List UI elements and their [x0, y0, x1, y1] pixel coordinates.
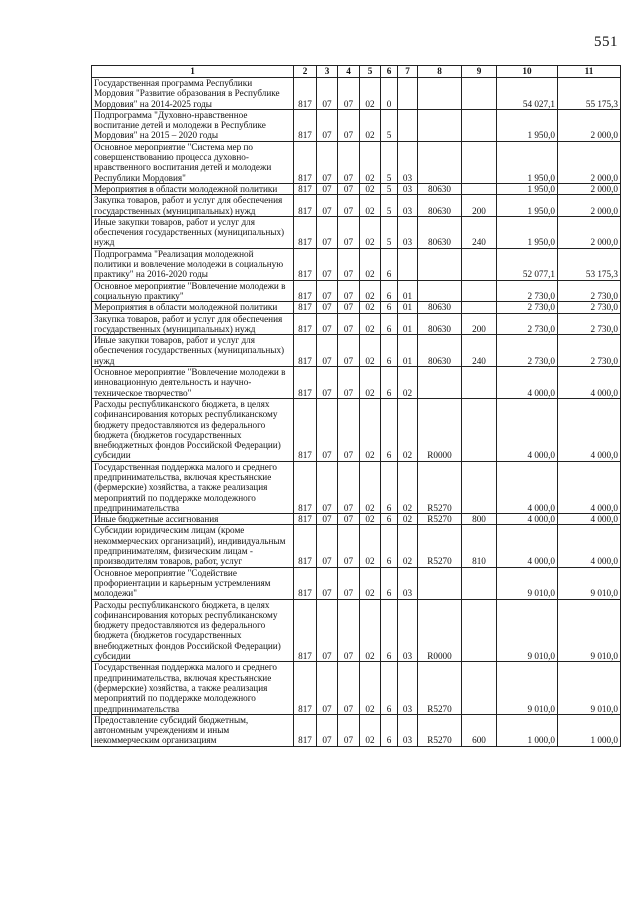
cell-ministry: 817	[294, 78, 317, 110]
cell-main-event: 03	[398, 141, 418, 183]
col-header: 11	[558, 66, 621, 78]
cell-amount-year1: 1 950,0	[497, 183, 558, 194]
cell-ministry: 817	[294, 461, 317, 513]
cell-direction: R5270	[418, 714, 462, 746]
row-name: Мероприятия в области молодежной политики	[92, 302, 294, 313]
cell-amount-year2: 4 000,0	[558, 514, 621, 525]
cell-ministry: 817	[294, 335, 317, 367]
cell-main-event: 01	[398, 335, 418, 367]
cell-program: 02	[360, 525, 381, 567]
cell-subprogram: 5	[381, 183, 398, 194]
cell-amount-year1: 4 000,0	[497, 525, 558, 567]
cell-amount-year2: 53 175,3	[558, 248, 621, 280]
cell-subprogram: 5	[381, 109, 398, 141]
cell-subsection: 07	[338, 714, 360, 746]
cell-amount-year1: 4 000,0	[497, 514, 558, 525]
cell-subprogram: 6	[381, 525, 398, 567]
cell-amount-year2: 2 730,0	[558, 335, 621, 367]
cell-amount-year2: 2 000,0	[558, 141, 621, 183]
cell-subsection: 07	[338, 78, 360, 110]
cell-section: 07	[317, 461, 338, 513]
cell-amount-year1: 2 730,0	[497, 335, 558, 367]
cell-ministry: 817	[294, 141, 317, 183]
cell-amount-year1: 2 730,0	[497, 280, 558, 302]
cell-main-event: 03	[398, 714, 418, 746]
cell-direction	[418, 280, 462, 302]
cell-ministry: 817	[294, 525, 317, 567]
col-header: 4	[338, 66, 360, 78]
cell-direction	[418, 567, 462, 599]
cell-direction	[418, 78, 462, 110]
cell-subsection: 07	[338, 514, 360, 525]
cell-ministry: 817	[294, 302, 317, 313]
row-name: Подпрограмма "Духовно-нравственное воспитание детей и молодежи в Республике Мордовия" на 2015 – 2020 годы	[92, 109, 294, 141]
table-row	[92, 280, 621, 302]
cell-main-event: 01	[398, 302, 418, 313]
cell-expense-type: 240	[462, 216, 497, 248]
cell-program: 02	[360, 714, 381, 746]
cell-amount-year2: 1 000,0	[558, 714, 621, 746]
cell-expense-type	[462, 398, 497, 461]
cell-main-event: 03	[398, 183, 418, 194]
cell-section: 07	[317, 248, 338, 280]
cell-amount-year1: 1 000,0	[497, 714, 558, 746]
row-name: Расходы республиканского бюджета, в целях софинансирования которых республиканскому бюджету предоставляются из федерального бюджета (бюджетов государственных внебюджетных фондов Российской Федерации) субсидии	[92, 599, 294, 662]
cell-program: 02	[360, 280, 381, 302]
cell-amount-year1: 2 730,0	[497, 313, 558, 335]
budget-table	[91, 65, 621, 747]
col-header: 6	[381, 66, 398, 78]
cell-amount-year1: 54 027,1	[497, 78, 558, 110]
row-name: Основное мероприятие "Содействие профориентации и карьерным устремлениям молодежи"	[92, 567, 294, 599]
cell-subprogram: 6	[381, 280, 398, 302]
col-header: 3	[317, 66, 338, 78]
cell-expense-type	[462, 567, 497, 599]
cell-subsection: 07	[338, 280, 360, 302]
row-name: Предоставление субсидий бюджетным, автономным учреждениям и иным некоммерческим организациям	[92, 714, 294, 746]
header-row	[92, 66, 621, 78]
cell-amount-year1: 1 950,0	[497, 216, 558, 248]
cell-amount-year2: 4 000,0	[558, 525, 621, 567]
cell-amount-year1: 4 000,0	[497, 367, 558, 399]
table-row	[92, 714, 621, 746]
col-header: 7	[398, 66, 418, 78]
cell-program: 02	[360, 195, 381, 217]
cell-direction: R5270	[418, 461, 462, 513]
cell-main-event: 02	[398, 398, 418, 461]
cell-section: 07	[317, 195, 338, 217]
table-row	[92, 567, 621, 599]
cell-amount-year1: 1 950,0	[497, 141, 558, 183]
row-name: Государственная поддержка малого и среднего предпринимательства, включая крестьянские (фермерские) хозяйства, а также реализация мероприятий по поддержке молодежного предпринимательства	[92, 662, 294, 714]
cell-main-event: 02	[398, 525, 418, 567]
page-number: 551	[594, 34, 618, 50]
cell-section: 07	[317, 398, 338, 461]
cell-ministry: 817	[294, 714, 317, 746]
cell-ministry: 817	[294, 183, 317, 194]
cell-section: 07	[317, 662, 338, 714]
cell-amount-year2: 2 730,0	[558, 313, 621, 335]
cell-direction: 80630	[418, 195, 462, 217]
cell-subprogram: 6	[381, 248, 398, 280]
cell-ministry: 817	[294, 280, 317, 302]
cell-program: 02	[360, 461, 381, 513]
cell-subsection: 07	[338, 313, 360, 335]
cell-main-event: 02	[398, 367, 418, 399]
cell-direction: R0000	[418, 398, 462, 461]
cell-program: 02	[360, 109, 381, 141]
cell-section: 07	[317, 599, 338, 662]
cell-subprogram: 6	[381, 398, 398, 461]
cell-expense-type: 600	[462, 714, 497, 746]
cell-expense-type: 200	[462, 313, 497, 335]
cell-program: 02	[360, 335, 381, 367]
col-header: 1	[92, 66, 294, 78]
cell-subsection: 07	[338, 183, 360, 194]
table-row	[92, 141, 621, 183]
cell-ministry: 817	[294, 567, 317, 599]
cell-section: 07	[317, 280, 338, 302]
cell-program: 02	[360, 141, 381, 183]
row-name: Государственная программа Республики Мордовия "Развитие образования в Республике Мордовия" на 2014-2025 годы	[92, 78, 294, 110]
table-row	[92, 525, 621, 567]
cell-main-event: 03	[398, 599, 418, 662]
cell-main-event: 01	[398, 313, 418, 335]
cell-subsection: 07	[338, 662, 360, 714]
cell-expense-type	[462, 599, 497, 662]
cell-amount-year2: 4 000,0	[558, 367, 621, 399]
col-header: 5	[360, 66, 381, 78]
col-header: 2	[294, 66, 317, 78]
cell-main-event: 02	[398, 514, 418, 525]
cell-subsection: 07	[338, 567, 360, 599]
cell-subsection: 07	[338, 335, 360, 367]
cell-subsection: 07	[338, 398, 360, 461]
cell-direction: 80630	[418, 313, 462, 335]
cell-subprogram: 6	[381, 599, 398, 662]
table-row	[92, 216, 621, 248]
cell-amount-year1: 9 010,0	[497, 662, 558, 714]
table-row	[92, 367, 621, 399]
table-row	[92, 662, 621, 714]
cell-subsection: 07	[338, 216, 360, 248]
cell-subprogram: 6	[381, 567, 398, 599]
cell-section: 07	[317, 313, 338, 335]
cell-main-event	[398, 109, 418, 141]
cell-amount-year2: 2 000,0	[558, 216, 621, 248]
cell-section: 07	[317, 141, 338, 183]
cell-ministry: 817	[294, 216, 317, 248]
cell-subprogram: 6	[381, 514, 398, 525]
cell-direction: 80630	[418, 216, 462, 248]
cell-amount-year2: 4 000,0	[558, 398, 621, 461]
cell-section: 07	[317, 335, 338, 367]
row-name: Подпрограмма "Реализация молодежной политики и вовлечение молодежи в социальную практику" на 2016-2020 годы	[92, 248, 294, 280]
cell-section: 07	[317, 525, 338, 567]
cell-subprogram: 0	[381, 78, 398, 110]
cell-amount-year1: 4 000,0	[497, 398, 558, 461]
cell-section: 07	[317, 78, 338, 110]
cell-expense-type	[462, 78, 497, 110]
cell-amount-year2: 9 010,0	[558, 662, 621, 714]
cell-expense-type: 810	[462, 525, 497, 567]
cell-program: 02	[360, 398, 381, 461]
cell-section: 07	[317, 367, 338, 399]
cell-amount-year2: 2 730,0	[558, 302, 621, 313]
table-row	[92, 195, 621, 217]
cell-direction: R5270	[418, 514, 462, 525]
cell-amount-year2: 2 000,0	[558, 195, 621, 217]
cell-amount-year2: 2 000,0	[558, 109, 621, 141]
cell-amount-year1: 1 950,0	[497, 109, 558, 141]
row-name: Иные бюджетные ассигнования	[92, 514, 294, 525]
cell-expense-type	[462, 367, 497, 399]
row-name: Субсидии юридическим лицам (кроме некоммерческих организаций), индивидуальным предпринимателям, физическим лицам - производителям товаров, работ, услуг	[92, 525, 294, 567]
cell-ministry: 817	[294, 248, 317, 280]
row-name: Основное мероприятие "Вовлечение молодежи в инновационную деятельность и научно-техническое творчество"	[92, 367, 294, 399]
row-name: Закупка товаров, работ и услуг для обеспечения государственных (муниципальных) нужд	[92, 195, 294, 217]
cell-main-event: 03	[398, 195, 418, 217]
cell-subprogram: 6	[381, 714, 398, 746]
cell-subprogram: 6	[381, 461, 398, 513]
table-row	[92, 514, 621, 525]
cell-subsection: 07	[338, 461, 360, 513]
table-row	[92, 313, 621, 335]
cell-ministry: 817	[294, 109, 317, 141]
cell-expense-type	[462, 109, 497, 141]
cell-amount-year1: 52 077,1	[497, 248, 558, 280]
cell-subprogram: 5	[381, 195, 398, 217]
cell-amount-year1: 9 010,0	[497, 567, 558, 599]
cell-amount-year2: 4 000,0	[558, 461, 621, 513]
cell-expense-type	[462, 662, 497, 714]
cell-amount-year1: 1 950,0	[497, 195, 558, 217]
cell-expense-type	[462, 280, 497, 302]
table-row	[92, 183, 621, 194]
cell-expense-type	[462, 461, 497, 513]
cell-expense-type	[462, 302, 497, 313]
cell-main-event: 01	[398, 280, 418, 302]
cell-direction: 80630	[418, 335, 462, 367]
row-name: Государственная поддержка малого и среднего предпринимательства, включая крестьянские (фермерские) хозяйства, а также реализация мероприятий по поддержке молодежного предпринимательства	[92, 461, 294, 513]
cell-program: 02	[360, 313, 381, 335]
col-header: 10	[497, 66, 558, 78]
cell-section: 07	[317, 567, 338, 599]
cell-amount-year1: 2 730,0	[497, 302, 558, 313]
cell-subsection: 07	[338, 109, 360, 141]
row-name: Расходы республиканского бюджета, в целях софинансирования которых республиканскому бюджету предоставляются из федерального бюджета (бюджетов государственных внебюджетных фондов Российской Федерации) субсидии	[92, 398, 294, 461]
cell-subprogram: 5	[381, 141, 398, 183]
table-row	[92, 78, 621, 110]
col-header: 9	[462, 66, 497, 78]
row-name: Иные закупки товаров, работ и услуг для обеспечения государственных (муниципальных) нужд	[92, 216, 294, 248]
cell-program: 02	[360, 599, 381, 662]
cell-section: 07	[317, 514, 338, 525]
cell-subsection: 07	[338, 248, 360, 280]
cell-ministry: 817	[294, 313, 317, 335]
cell-main-event	[398, 78, 418, 110]
cell-program: 02	[360, 514, 381, 525]
cell-subsection: 07	[338, 367, 360, 399]
table-row	[92, 398, 621, 461]
cell-subsection: 07	[338, 302, 360, 313]
cell-expense-type: 240	[462, 335, 497, 367]
table-body	[92, 78, 621, 747]
cell-direction	[418, 109, 462, 141]
cell-program: 02	[360, 216, 381, 248]
cell-amount-year1: 4 000,0	[497, 461, 558, 513]
cell-program: 02	[360, 78, 381, 110]
table-row	[92, 248, 621, 280]
cell-direction	[418, 141, 462, 183]
cell-program: 02	[360, 367, 381, 399]
cell-main-event: 03	[398, 216, 418, 248]
cell-section: 07	[317, 714, 338, 746]
cell-main-event: 03	[398, 567, 418, 599]
row-name: Основное мероприятие "Вовлечение молодежи в социальную практику"	[92, 280, 294, 302]
cell-direction	[418, 248, 462, 280]
cell-ministry: 817	[294, 398, 317, 461]
cell-section: 07	[317, 109, 338, 141]
table-row	[92, 461, 621, 513]
cell-direction: 80630	[418, 302, 462, 313]
cell-subsection: 07	[338, 141, 360, 183]
cell-ministry: 817	[294, 599, 317, 662]
cell-main-event	[398, 248, 418, 280]
cell-main-event: 03	[398, 662, 418, 714]
cell-subprogram: 6	[381, 367, 398, 399]
col-header: 8	[418, 66, 462, 78]
cell-ministry: 817	[294, 514, 317, 525]
cell-program: 02	[360, 183, 381, 194]
cell-subsection: 07	[338, 195, 360, 217]
cell-subprogram: 6	[381, 302, 398, 313]
cell-amount-year1: 9 010,0	[497, 599, 558, 662]
cell-ministry: 817	[294, 662, 317, 714]
cell-section: 07	[317, 183, 338, 194]
cell-amount-year2: 9 010,0	[558, 567, 621, 599]
cell-amount-year2: 2 000,0	[558, 183, 621, 194]
row-name: Основное мероприятие "Система мер по совершенствованию процесса духовно-нравственного воспитания детей и молодежи Республики Мордовия"	[92, 141, 294, 183]
cell-ministry: 817	[294, 367, 317, 399]
cell-direction: 80630	[418, 183, 462, 194]
cell-expense-type	[462, 183, 497, 194]
row-name: Мероприятия в области молодежной политики	[92, 183, 294, 194]
table-row	[92, 302, 621, 313]
cell-subprogram: 6	[381, 335, 398, 367]
cell-direction: R0000	[418, 599, 462, 662]
cell-expense-type	[462, 141, 497, 183]
cell-subsection: 07	[338, 525, 360, 567]
cell-amount-year2: 9 010,0	[558, 599, 621, 662]
cell-program: 02	[360, 248, 381, 280]
cell-section: 07	[317, 302, 338, 313]
table-row	[92, 599, 621, 662]
cell-amount-year2: 2 730,0	[558, 280, 621, 302]
cell-direction: R5270	[418, 525, 462, 567]
cell-main-event: 02	[398, 461, 418, 513]
table-row	[92, 109, 621, 141]
cell-subprogram: 6	[381, 313, 398, 335]
cell-expense-type: 800	[462, 514, 497, 525]
cell-amount-year2: 55 175,3	[558, 78, 621, 110]
cell-program: 02	[360, 662, 381, 714]
cell-ministry: 817	[294, 195, 317, 217]
cell-direction	[418, 367, 462, 399]
table-row	[92, 335, 621, 367]
cell-subprogram: 6	[381, 662, 398, 714]
cell-direction: R5270	[418, 662, 462, 714]
cell-expense-type: 200	[462, 195, 497, 217]
cell-program: 02	[360, 567, 381, 599]
cell-subprogram: 5	[381, 216, 398, 248]
cell-section: 07	[317, 216, 338, 248]
row-name: Закупка товаров, работ и услуг для обеспечения государственных (муниципальных) нужд	[92, 313, 294, 335]
cell-expense-type	[462, 248, 497, 280]
row-name: Иные закупки товаров, работ и услуг для обеспечения государственных (муниципальных) нужд	[92, 335, 294, 367]
cell-program: 02	[360, 302, 381, 313]
cell-subsection: 07	[338, 599, 360, 662]
